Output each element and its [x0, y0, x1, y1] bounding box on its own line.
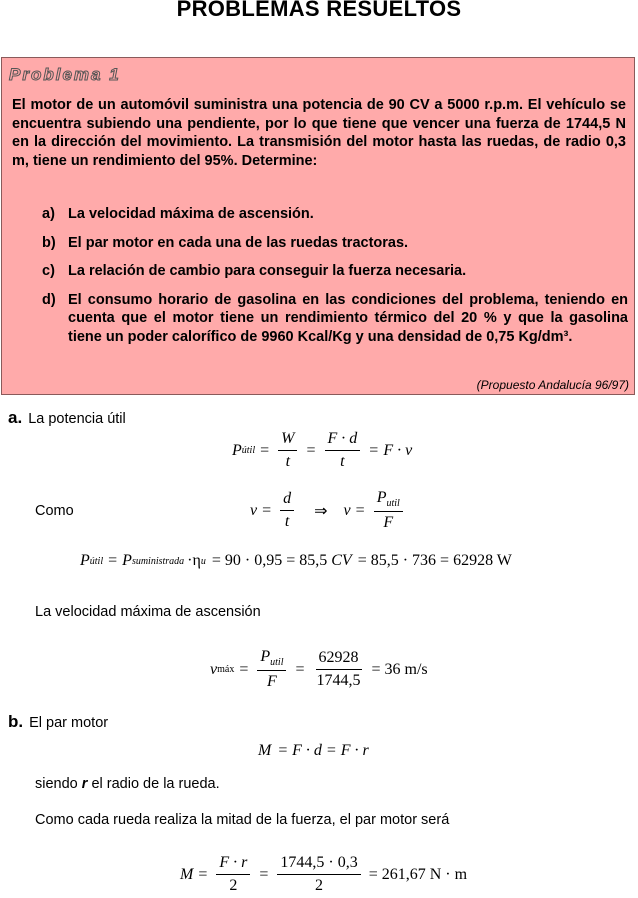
problem-heading: Problema 1: [9, 65, 121, 84]
formula-v-max: v máx = $\frac{P_{util}}{F}$ = $\frac{62928}{1744,5}$ = 36 m/s: [210, 648, 428, 690]
section-title: La potencia útil: [28, 411, 126, 427]
question-letter: d): [42, 291, 56, 308]
page-title: PROBLEMAS RESUELTOS: [176, 0, 462, 21]
question-letter: a): [42, 206, 55, 222]
problem-box: [1, 57, 635, 395]
formula-velocity: v = $\frac{d}{t}$ ⇒ v = $\frac{P_{util}}{F}$: [250, 489, 407, 532]
section-letter: a.: [8, 408, 23, 427]
question-text: El consumo horario de gasolina en las condiciones del problema, teniendo en cuenta que el motor tiene un rendimiento térmico del 20 % y que la gasolina tiene un poder calorífico de 9960 Kcal/Kg y una densidad de 0,75 Kg/dm³.: [68, 291, 628, 345]
text-como: Como: [35, 503, 74, 519]
formula-p-util: P útil = $\frac{W}{t}$ = $\frac{F \cdot d}{t}$ = F · v: [232, 430, 413, 470]
section-a-heading: [8, 408, 126, 428]
sym-p: P: [232, 441, 242, 459]
problem-statement: El motor de un automóvil suministra una potencia de 90 CV a 5000 r.p.m. El vehículo se encuentra subiendo una pendiente, por lo que tiene que vencer una fuerza de 1744,5 N en la dirección del movimiento. La transmisión del motor hasta las ruedas, de radio 0,3 m, tiene un rendimiento del 95%. Determine:: [12, 97, 626, 169]
text-vel-max: La velocidad máxima de ascensión: [35, 604, 261, 620]
question-text: El par motor en cada una de las ruedas tractoras.: [68, 234, 409, 251]
section-letter: b.: [8, 712, 24, 731]
section-b-heading: [8, 712, 108, 732]
text-siendo: siendo r el radio de la rueda.: [35, 776, 220, 792]
question-letter: b): [42, 234, 56, 251]
text-cada-rueda: Como cada rueda realiza la mitad de la fuerza, el par motor será: [35, 812, 450, 828]
problem-source: (Propuesto Andalucía 96/97): [476, 378, 629, 392]
expr: F · v: [383, 441, 413, 459]
implies-symbol: ⇒: [314, 502, 328, 520]
formula-torque-calc: M = $\frac{F \cdot r}{2}$ = $\frac{1744,5 \cdot 0,3}{2}$ = 261,67 N · m: [180, 854, 468, 894]
formula-torque: M = F · d = F · r: [258, 742, 369, 759]
problem-questions: [42, 205, 628, 356]
question-a: [42, 205, 628, 224]
question-text: La velocidad máxima de ascensión.: [68, 206, 314, 222]
question-c: [42, 262, 628, 281]
fraction: $\frac{F \cdot d}{t}$: [325, 430, 361, 471]
section-title: El par motor: [29, 715, 109, 731]
question-d: [42, 291, 628, 347]
fraction: $\frac{W}{t}$: [278, 430, 297, 471]
question-b: [42, 234, 628, 253]
question-letter: c): [42, 263, 55, 279]
sym-sub: útil: [241, 445, 256, 456]
formula-power-calc: P útil = P suministrada · η u = 90 · 0,95 = 85,5 CV = 85,5 · 736 = 62928 W: [80, 552, 512, 569]
question-text: La relación de cambio para conseguir la fuerza necesaria.: [68, 263, 467, 279]
